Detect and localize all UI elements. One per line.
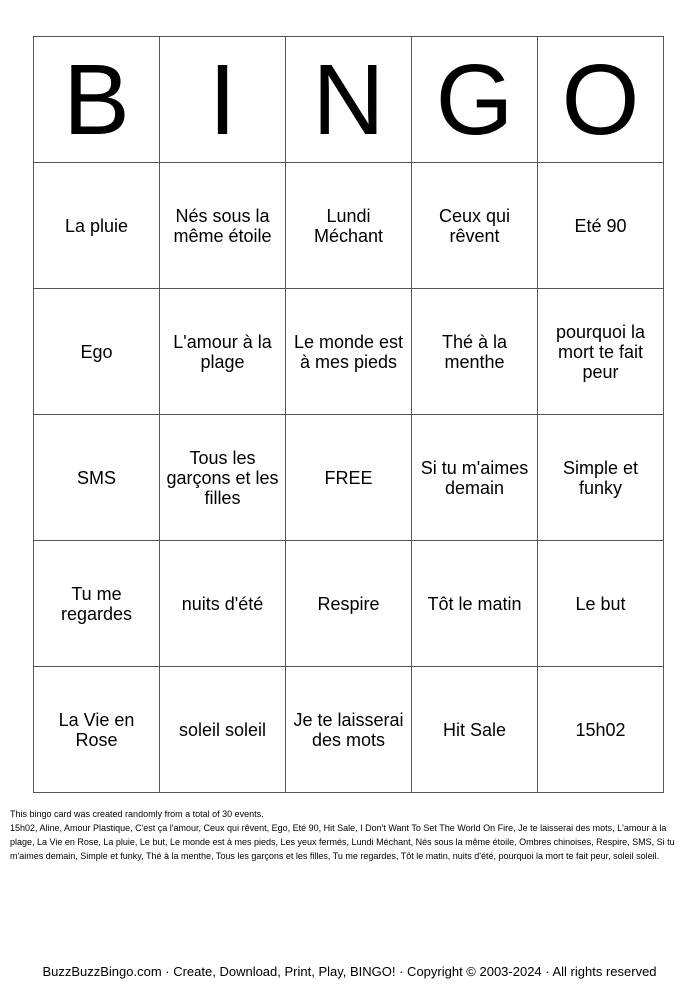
bingo-cell: Hit Sale (412, 667, 538, 793)
bingo-cell: L'amour à la plage (160, 289, 286, 415)
bingo-cell: Simple et funky (538, 415, 664, 541)
card-row (34, 541, 664, 667)
header-letter: I (160, 37, 286, 163)
card-row (34, 667, 664, 793)
bingo-cell: Thé à la menthe (412, 289, 538, 415)
bingo-cell: Eté 90 (538, 163, 664, 289)
bingo-cell: Lundi Méchant (286, 163, 412, 289)
header-letter: N (286, 37, 412, 163)
bingo-cell: Si tu m'aimes demain (412, 415, 538, 541)
bingo-card (33, 36, 664, 793)
bingo-cell: La Vie en Rose (34, 667, 160, 793)
bingo-cell: Tu me regardes (34, 541, 160, 667)
bingo-cell: Le monde est à mes pieds (286, 289, 412, 415)
header-letter: G (412, 37, 538, 163)
bingo-cell: Tôt le matin (412, 541, 538, 667)
card-row (34, 289, 664, 415)
bingo-cell: FREE (286, 415, 412, 541)
bingo-cell: Ceux qui rêvent (412, 163, 538, 289)
header-letter: O (538, 37, 664, 163)
bingo-cell: Nés sous la même étoile (160, 163, 286, 289)
card-description (10, 807, 690, 863)
bingo-cell: Respire (286, 541, 412, 667)
card-row (34, 415, 664, 541)
header-letter: B (34, 37, 160, 163)
footer: BuzzBuzzBingo.com · Create, Download, Print, Play, BINGO! · Copyright © 2003-2024 · All rights reserved (42, 964, 657, 979)
bingo-cell: Ego (34, 289, 160, 415)
card-row (34, 163, 664, 289)
bingo-cell: SMS (34, 415, 160, 541)
bingo-cell: Tous les garçons et les filles (160, 415, 286, 541)
header-row (34, 37, 664, 163)
bingo-cell: Je te laisserai des mots (286, 667, 412, 793)
bingo-cell: soleil soleil (160, 667, 286, 793)
bingo-cell: 15h02 (538, 667, 664, 793)
bingo-cell: pourquoi la mort te fait peur (538, 289, 664, 415)
description-intro: This bingo card was created randomly from a total of 30 events. (10, 809, 264, 819)
bingo-cell: La pluie (34, 163, 160, 289)
event-list: 15h02, Aline, Amour Plastique, C'est ça l'amour, Ceux qui rêvent, Ego, Eté 90, Hit Sale, I Don't Want To Set The World On Fire, Je te laisserai des mots, L'amour à la plage, La Vie en Rose, La pluie, Le but, Le monde est à mes pieds, Les yeux fermés, Lundi Méchant, Nés sous la même étoile, Ombres chinoises, Respire, SMS, Si tu m'aimes demain, Simple et funky, Thé à la menthe, Tous les garçons et les filles, Tu me regardes, Tôt le matin, nuits d'été, pourquoi la mort te fait peur, soleil soleil. (10, 823, 675, 861)
bingo-cell: Le but (538, 541, 664, 667)
bingo-cell: nuits d'été (160, 541, 286, 667)
